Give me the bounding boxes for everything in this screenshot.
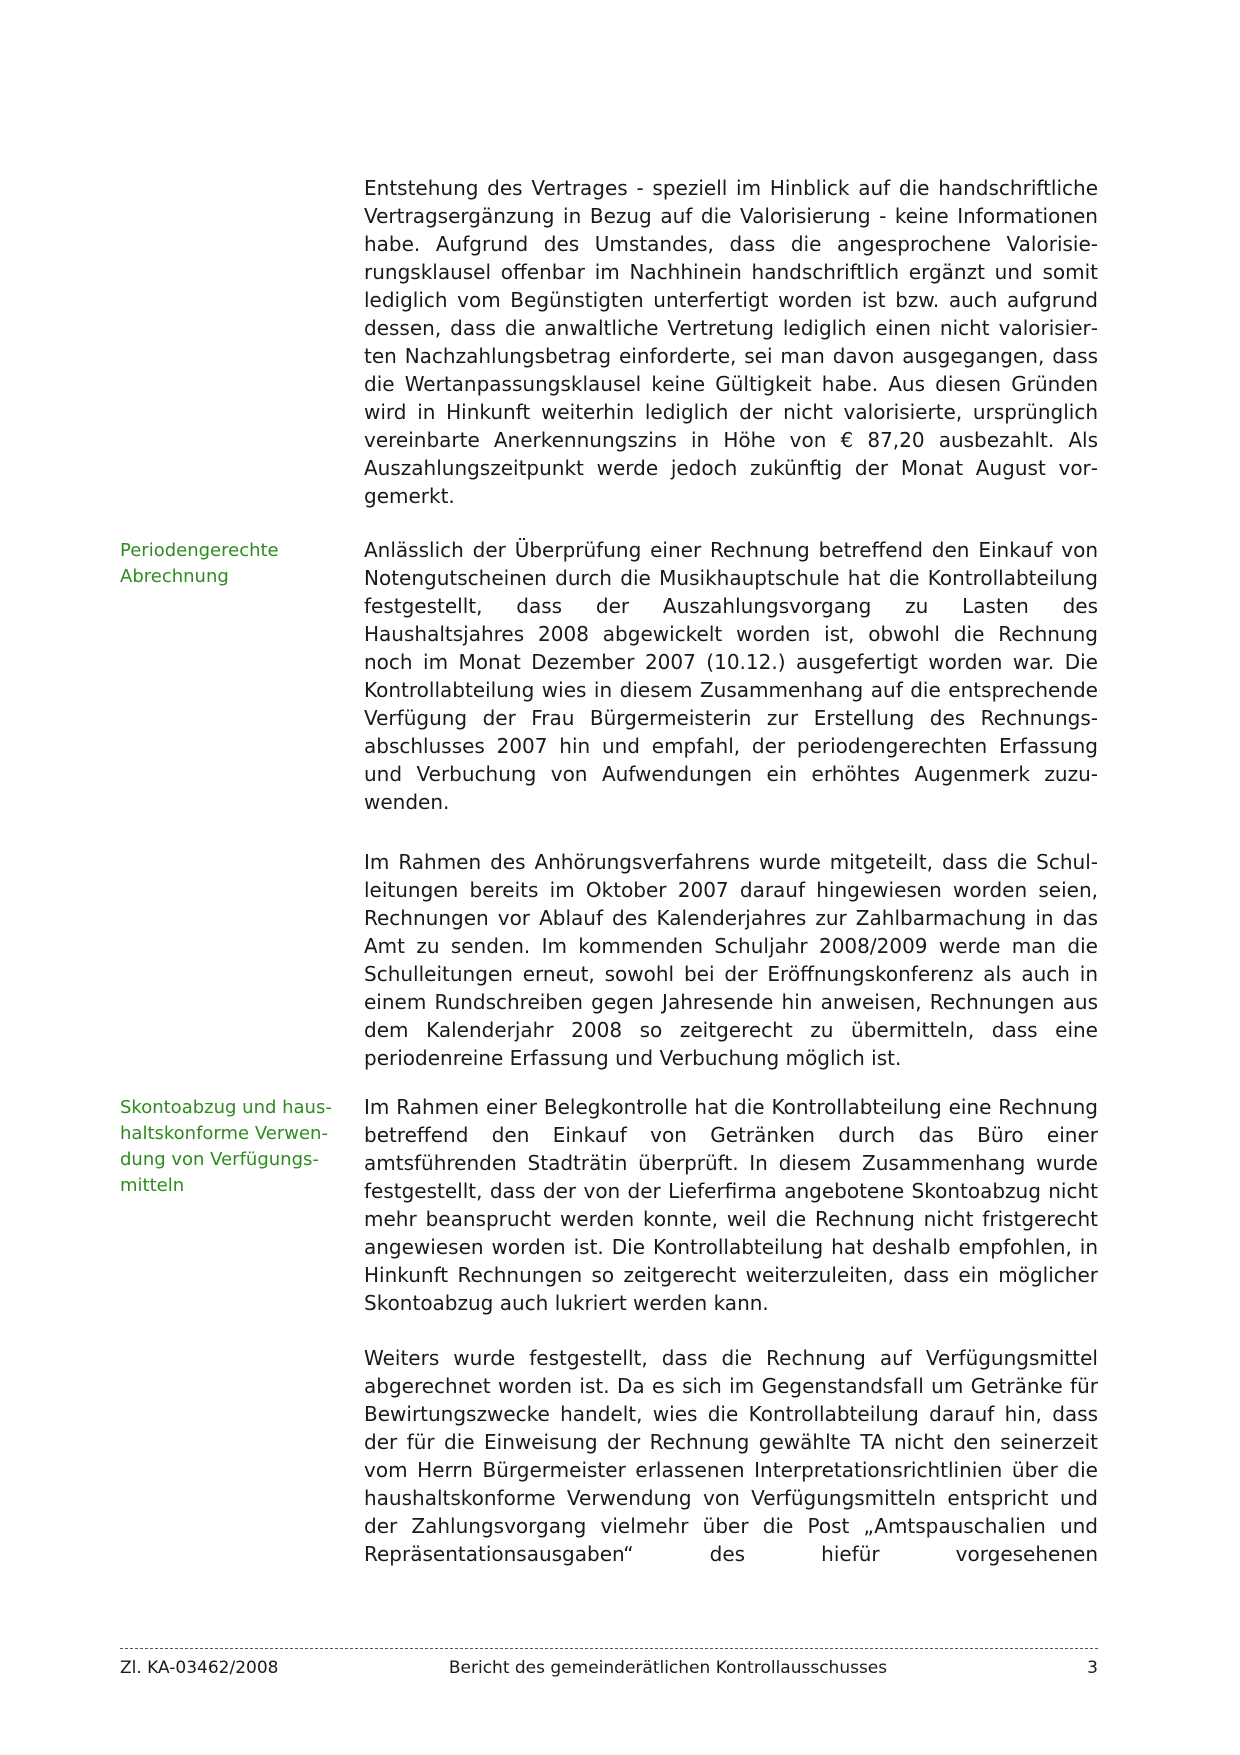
- body-paragraph-3: Im Rahmen des Anhörungsverfahrens wurde mitgeteilt, dass die Schulleitungen bereits im Oktober 2007 darauf hingewiesen worden seien, Rechnungen vor Ablauf des Kalenderjahres zur Zahlbarmachung in das Amt zu senden. Im kommenden Schuljahr 2008/2009 werde man die Schulleitungen erneut, sowohl bei der Eröffnungskonferenz als auch in einem Rundschreiben gegen Jahresende hin anweisen, Rechnungen aus dem Kalenderjahr 2008 so zeitgerecht zu übermitteln, dass eine periodenreine Erfassung und Verbuchung möglich ist.: [364, 850, 1098, 1070]
- footer-report-title: Bericht des gemeinderätlichen Kontrollausschusses: [448, 1658, 888, 1678]
- margin-note-periodengerechte-abrechnung: Periodengerechte Abrechnung: [120, 540, 279, 587]
- body-paragraph-1: Entstehung des Vertrages - speziell im Hinblick auf die handschriftliche Vertragsergänzung in Bezug auf die Valorisierung - keine Informationen habe. Aufgrund des Umstandes, dass die angesprochene Valorisierungsklausel offenbar im Nachhinein handschriftlich ergänzt und somit lediglich vom Begünstigten unterfertigt worden ist bzw. auch aufgrund dessen, dass die anwaltliche Vertretung lediglich einen nicht valorisierten Nachzahlungsbetrag einforderte, sei man davon ausgegangen, dass die Wertanpassungsklausel keine Gültigkeit habe. Aus diesen Gründen wird in Hinkunft weiterhin lediglich der nicht valorisierte, ursprünglich vereinbarte Anerkennungszins in Höhe von € 87,20 ausbezahlt. Als Auszahlungszeitpunkt werde jedoch zukünftig der Monat August vorgemerkt.: [364, 176, 1098, 508]
- footer-divider: [120, 1648, 1098, 1649]
- body-paragraph-5: Weiters wurde festgestellt, dass die Rechnung auf Verfügungsmittel abgerechnet worden ist. Da es sich im Gegenstandsfall um Getränke für Bewirtungszwecke handelt, wies die Kontrollabteilung darauf hin, dass der für die Einweisung der Rechnung gewählte TA nicht den seinerzeit vom Herrn Bürgermeister erlassenen Interpretationsrichtlinien über die haushaltskonforme Verwendung von Verfügungsmitteln entspricht und der Zahlungsvorgang vielmehr über die Post „Amtspauschalien und Repräsentationsausgaben“ des hiefür vorgesehenen: [364, 1346, 1098, 1566]
- footer-reference-number: Zl. KA-03462/2008: [120, 1658, 279, 1678]
- body-paragraph-4: Im Rahmen einer Belegkontrolle hat die Kontrollabteilung eine Rechnung betreffend den Einkauf von Getränken durch das Büro einer amtsführenden Stadträtin überprüft. In diesem Zusammenhang wurde festgestellt, dass der von der Lieferfirma angebotene Skontoabzug nicht mehr beansprucht werden konnte, weil die Rechnung nicht fristgerecht angewiesen worden ist. Die Kontrollabteilung hat deshalb empfohlen, in Hinkunft Rechnungen so zeitgerecht weiterzuleiten, dass ein möglicher Skontoabzug auch lukriert werden kann.: [364, 1095, 1098, 1315]
- body-paragraph-2: Anlässlich der Überprüfung einer Rechnung betreffend den Einkauf von Notengutscheinen durch die Musikhauptschule hat die Kontrollabteilung festgestellt, dass der Auszahlungsvorgang zu Lasten des Haushaltsjahres 2008 abgewickelt worden ist, obwohl die Rechnung noch im Monat Dezember 2007 (10.12.) ausgefertigt worden war. Die Kontrollabteilung wies in diesem Zusammenhang auf die entsprechende Verfügung der Frau Bürgermeisterin zur Erstellung des Rechnungsabschlusses 2007 hin und empfahl, der periodengerechten Erfassung und Verbuchung von Aufwendungen ein erhöhtes Augenmerk zuzuwenden.: [364, 538, 1098, 814]
- margin-note-skontoabzug: Skontoabzug und haushaltskonforme Verwendung von Verfügungsmitteln: [120, 1097, 332, 1196]
- footer-page-number: 3: [1087, 1658, 1098, 1678]
